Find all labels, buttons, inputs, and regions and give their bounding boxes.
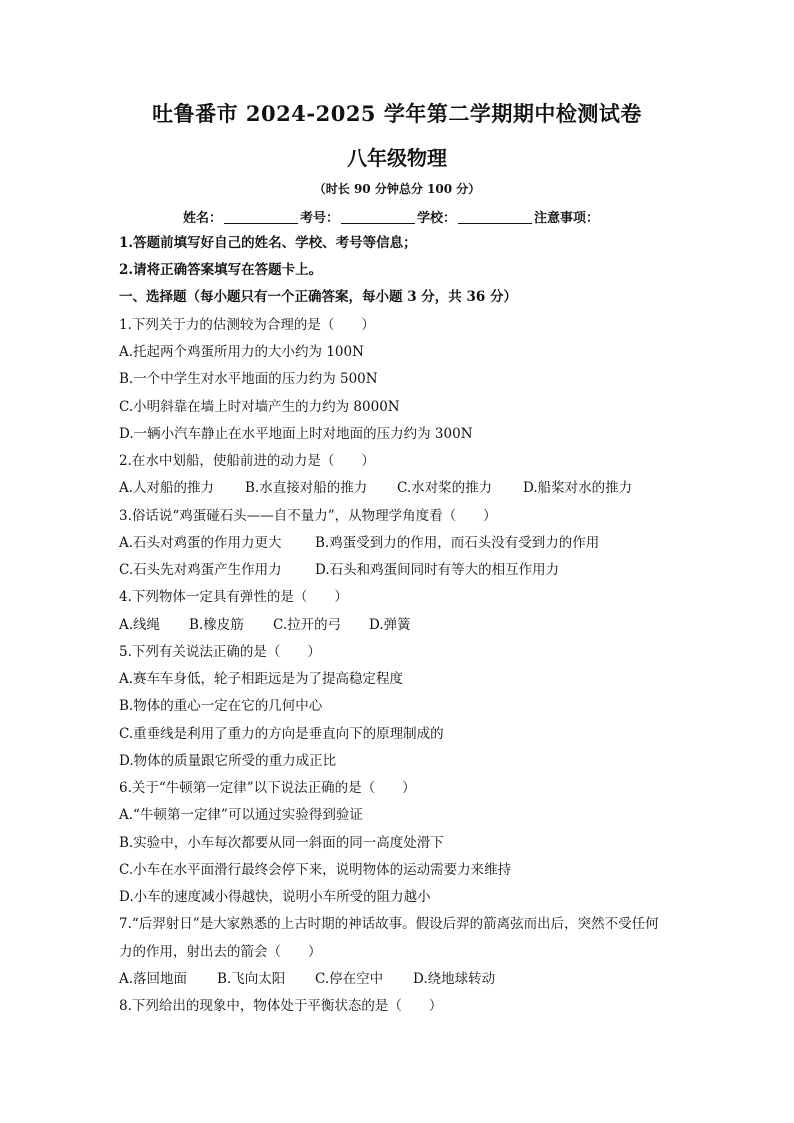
question-stem: 4.下列物体一定具有弹性的是（ ） xyxy=(119,589,348,605)
option-b: B.物体的重心一定在它的几何中心 xyxy=(119,698,323,714)
options-row xyxy=(119,479,632,497)
options-row xyxy=(119,534,599,552)
option-b: B.鸡蛋受到力的作用，而石头没有受到力的作用 xyxy=(315,535,600,551)
exam-subject: 八年级物理 xyxy=(347,146,447,170)
student-info-line xyxy=(183,207,599,226)
school-label: 学校： xyxy=(417,211,457,226)
question-stem: 1.下列关于力的估测较为合理的是（ ） xyxy=(119,317,375,333)
exam-no-blank[interactable] xyxy=(341,211,415,224)
option-b: B.一个中学生对水平地面的压力约为 500N xyxy=(119,371,378,387)
section-heading: 一、选择题（每小题只有一个正确答案，每小题 3 分，共 36 分） xyxy=(119,289,517,305)
option-b: B.实验中，小车每次都要从同一斜面的同一高度处滑下 xyxy=(119,835,444,851)
option-c: C.拉开的弓 xyxy=(273,617,342,633)
options-row xyxy=(119,616,411,634)
option-c: C.石头先对鸡蛋产生作用力 xyxy=(119,562,282,578)
question-stem-continued: 力的作用，射出去的箭会（ ） xyxy=(119,944,322,960)
option-a: A.“牛顿第一定律”可以通过实验得到验证 xyxy=(119,807,363,823)
option-d: D.物体的质量跟它所受的重力成正比 xyxy=(119,753,337,769)
option-a: A.人对船的推力 xyxy=(119,480,215,496)
option-d: D.一辆小汽车静止在水平地面上时对地面的压力约为 300N xyxy=(119,426,473,442)
option-d: D.小车的速度减小得越快，说明小车所受的阻力越小 xyxy=(119,889,431,905)
option-d: D.石头和鸡蛋间同时有等大的相互作用力 xyxy=(315,562,560,578)
option-a: A.线绳 xyxy=(119,617,161,633)
option-b: B.飞向太阳 xyxy=(217,971,286,987)
option-c: C.小明斜靠在墙上时对墙产生的力约为 8000N xyxy=(119,399,400,415)
notice-label: 注意事项： xyxy=(534,211,600,226)
option-a: A.石头对鸡蛋的作用力更大 xyxy=(119,535,282,551)
option-d: D.弹簧 xyxy=(369,617,411,633)
option-b: B.橡皮筋 xyxy=(189,617,244,633)
option-c: C.水对桨的推力 xyxy=(397,480,493,496)
option-a: A.落回地面 xyxy=(119,971,188,987)
exam-duration: （时长 90 分钟总分 100 分） xyxy=(313,182,481,196)
option-c: C.小车在水平面滑行最终会停下来，说明物体的运动需要力来维持 xyxy=(119,862,512,878)
option-d: D.绕地球转动 xyxy=(413,971,496,987)
options-row xyxy=(119,970,495,988)
option-a: A.赛车车身低，轮子相距远是为了提高稳定程度 xyxy=(119,671,404,687)
question-stem: 3.俗话说“鸡蛋碰石头——自不量力”，从物理学角度看（ ） xyxy=(119,508,497,524)
exam-title: 吐鲁番市 2024-2025 学年第二学期期中检测试卷 xyxy=(152,101,642,126)
school-blank[interactable] xyxy=(458,211,532,224)
notice-item: 2.请将正确答案填写在答题卡上。 xyxy=(119,262,323,278)
option-b: B.水直接对船的推力 xyxy=(245,480,368,496)
name-blank[interactable] xyxy=(224,211,298,224)
question-stem: 6.关于“牛顿第一定律”以下说法正确的是（ ） xyxy=(119,780,416,796)
question-stem: 7.“后羿射日”是大家熟悉的上古时期的神话故事。假设后羿的箭离弦而出后，突然不受任何 xyxy=(119,916,659,932)
question-stem: 8.下列给出的现象中，物体处于平衡状态的是（ ） xyxy=(119,998,443,1014)
option-a: A.托起两个鸡蛋所用力的大小约为 100N xyxy=(119,344,364,360)
option-c: C.重垂线是利用了重力的方向是垂直向下的原理制成的 xyxy=(119,726,444,742)
options-row xyxy=(119,561,559,579)
option-c: C.停在空中 xyxy=(315,971,384,987)
question-stem: 2.在水中划船，使船前进的动力是（ ） xyxy=(119,453,375,469)
notice-item: 1.答题前填写好自己的姓名、学校、考号等信息； xyxy=(119,235,417,251)
option-d: D.船桨对水的推力 xyxy=(523,480,633,496)
exam-no-label: 考号： xyxy=(300,211,340,226)
question-stem: 5.下列有关说法正确的是（ ） xyxy=(119,644,321,660)
name-label: 姓名： xyxy=(183,211,223,226)
